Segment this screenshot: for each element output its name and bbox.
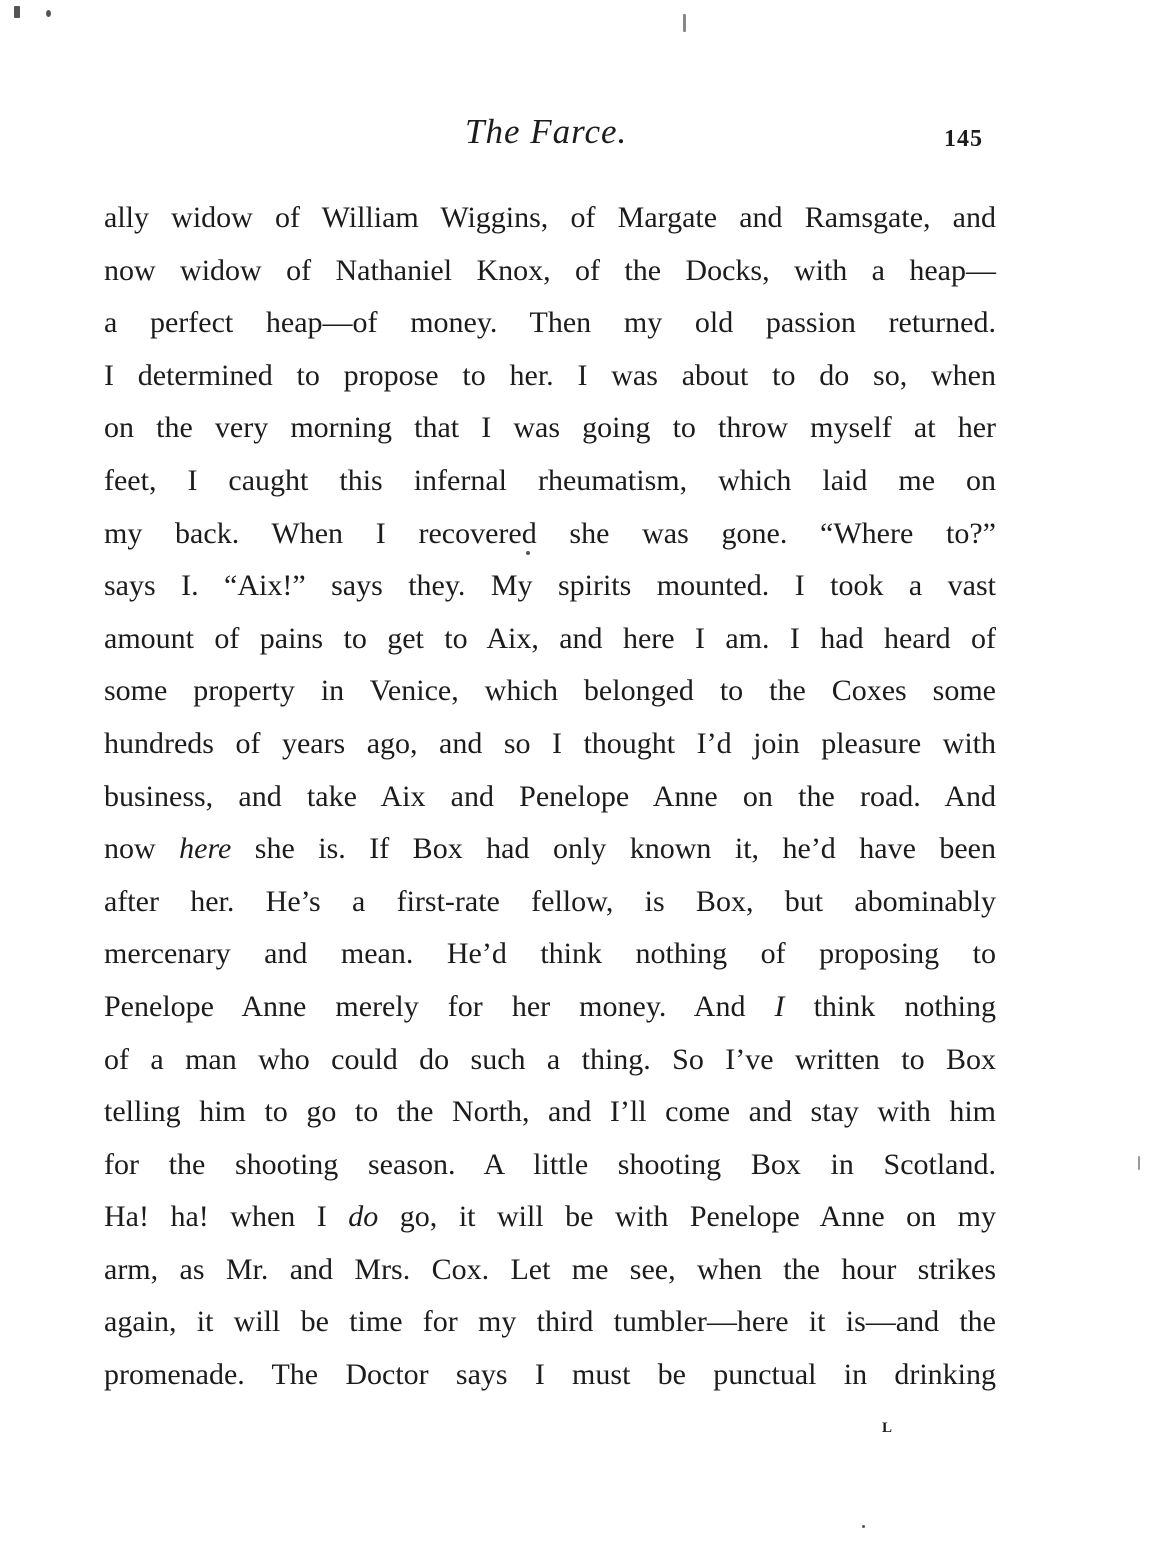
italic-emphasis: do <box>348 1200 379 1234</box>
text-line: hundreds of years ago, and so I thought I’d join pleasure with <box>104 726 996 760</box>
text-line: on the very morning that I was going to throw myself at her <box>104 411 996 445</box>
text-line: now here she is. If Box had only known it, he’d have been <box>104 832 996 866</box>
body-text <box>104 192 996 1402</box>
text-line: again, it will be time for my third tumbler—here it is—and the <box>104 1305 996 1339</box>
text-line: some property in Venice, which belonged to the Coxes some <box>104 674 996 708</box>
text-line: business, and take Aix and Penelope Anne on the road. And <box>104 779 996 813</box>
text-line: Penelope Anne merely for her money. And I think nothing <box>104 989 996 1023</box>
scan-speck <box>526 551 530 555</box>
text-line: I determined to propose to her. I was about to do so, when <box>104 358 996 392</box>
text-line: after her. He’s a first-rate fellow, is Box, but abominably <box>104 884 996 918</box>
text-line: now widow of Nathaniel Knox, of the Docks, with a heap— <box>104 253 996 287</box>
text-line: arm, as Mr. and Mrs. Cox. Let me see, when the hour strikes <box>104 1252 996 1286</box>
text-line: amount of pains to get to Aix, and here I am. I had heard of <box>104 621 996 655</box>
italic-emphasis: here <box>179 832 232 866</box>
scan-speck <box>683 14 686 32</box>
scan-speck <box>1138 1156 1140 1170</box>
text-line: a perfect heap—of money. Then my old passion returned. <box>104 306 996 340</box>
text-line: for the shooting season. A little shooting Box in Scotland. <box>104 1147 996 1181</box>
text-line: promenade. The Doctor says I must be punctual in drinking <box>104 1358 996 1392</box>
italic-emphasis: I <box>774 989 785 1023</box>
text-line: mercenary and mean. He’d think nothing of proposing to <box>104 937 996 971</box>
text-line: ally widow of William Wiggins, of Margate and Ramsgate, and <box>104 201 996 234</box>
text-line: feet, I caught this infernal rheumatism, which laid me on <box>104 463 996 497</box>
text-line: of a man who could do such a thing. So I’ve written to Box <box>104 1042 996 1076</box>
text-line: telling him to go to the North, and I’ll come and stay with him <box>104 1095 996 1129</box>
scan-speck <box>862 1525 865 1528</box>
running-head <box>0 112 1156 162</box>
text-line: Ha! ha! when I do go, it will be with Penelope Anne on my <box>104 1200 996 1234</box>
signature-mark: L <box>882 1420 894 1436</box>
scan-speck <box>14 6 20 18</box>
text-line: says I. “Aix!” says they. My spirits mounted. I took a vast <box>104 569 996 603</box>
text-line: my back. When I recovered she was gone. “Where to?” <box>104 516 996 550</box>
running-title: The Farce. <box>465 112 628 151</box>
scan-speck <box>46 10 51 17</box>
page-number: 145 <box>944 126 983 152</box>
